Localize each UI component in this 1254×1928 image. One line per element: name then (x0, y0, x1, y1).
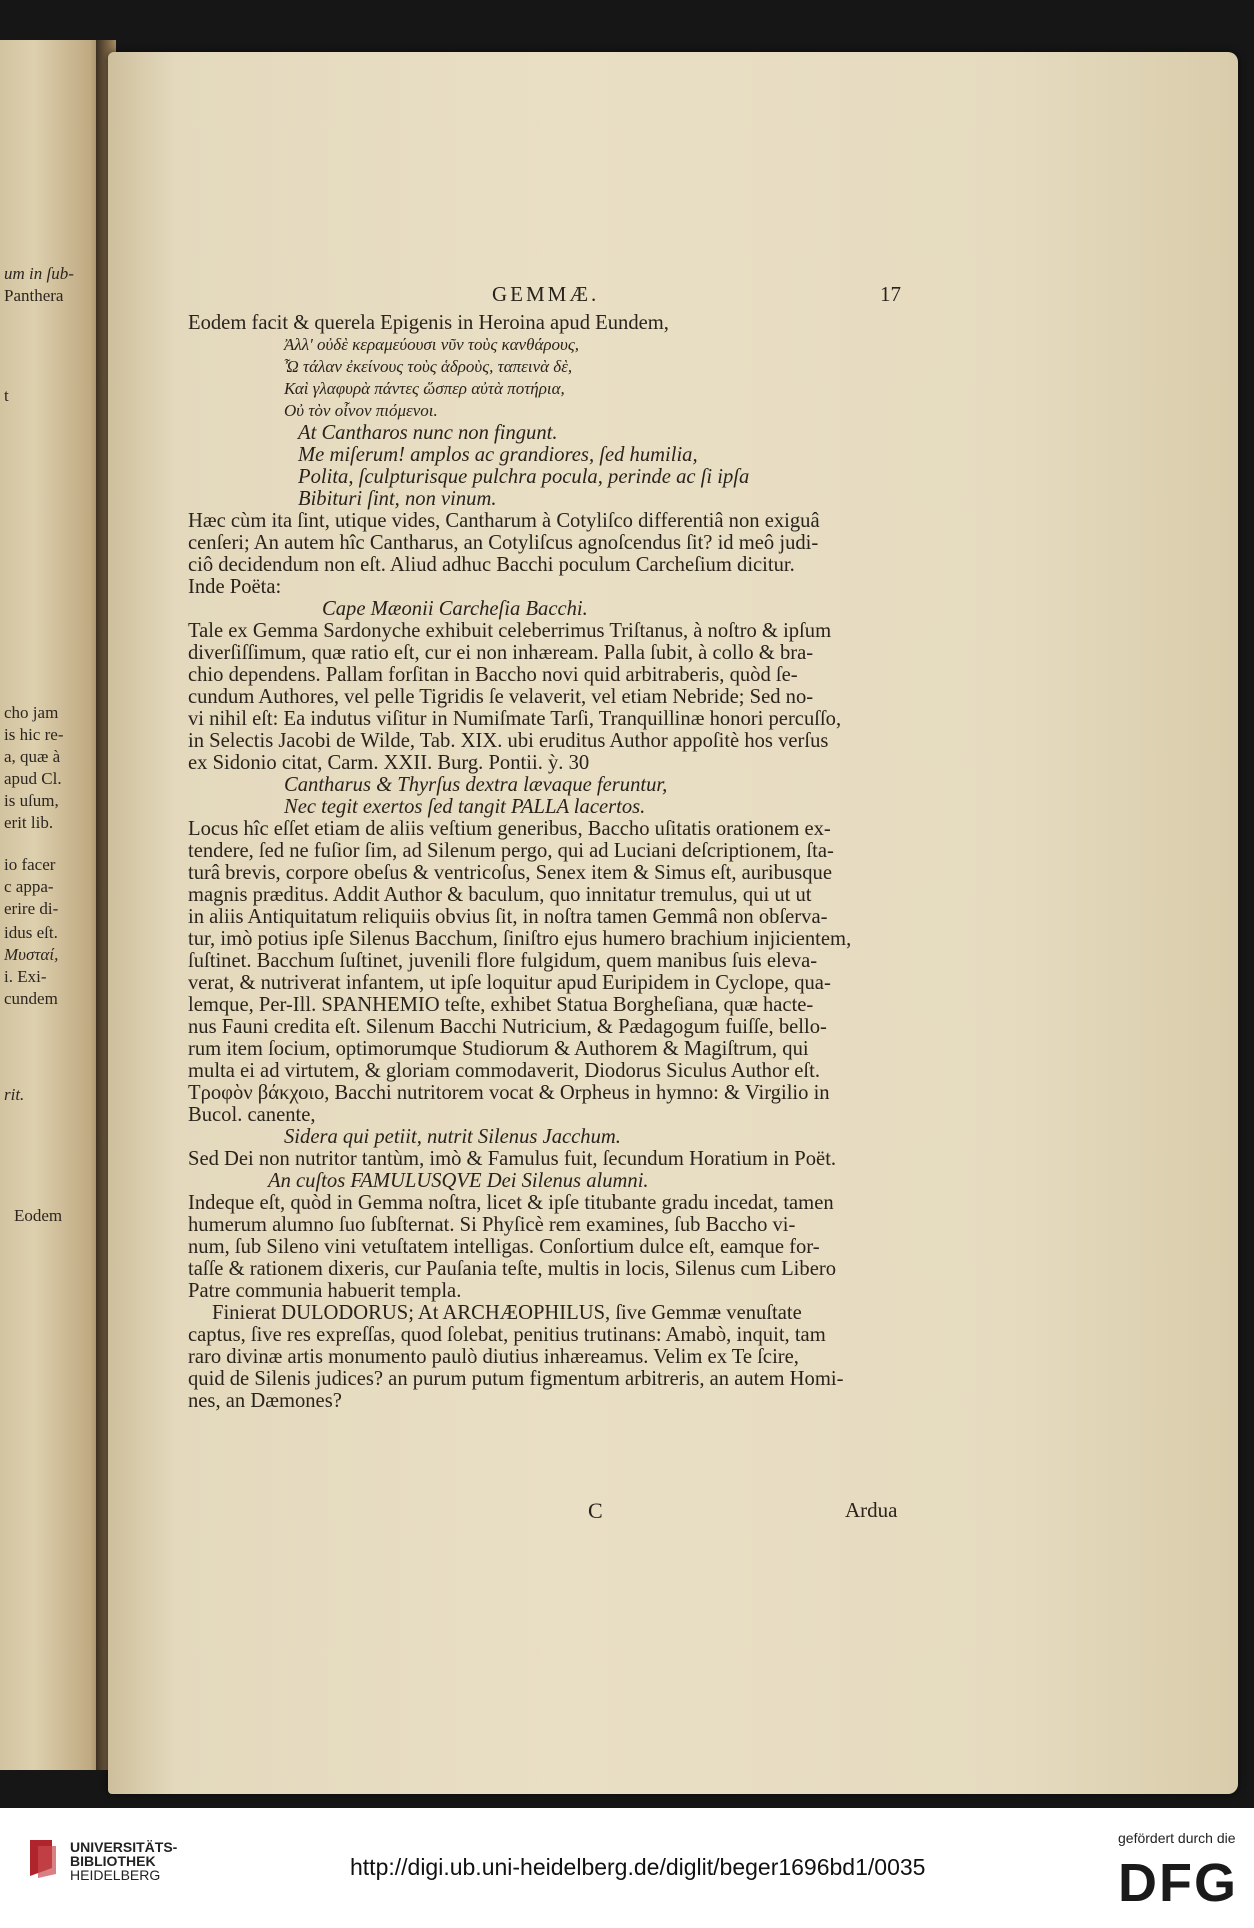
text-line: lemque, Per-Ill. SPANHEMIO teſte, exhibet Statua Borgheſiana, quæ hacte- (188, 994, 814, 1016)
text-line: ciô decidendum non eſt. Aliud adhuc Bacchi poculum Carcheſium dicitur. (188, 554, 795, 576)
margin-line: i. Exi- (4, 967, 47, 986)
running-title: GEMMÆ. (492, 282, 600, 306)
margin-line: io facer (4, 855, 56, 874)
greek-verse-line: Ἀλλ' οὐδὲ κεραμεύουσι νῦν τοὺς κανθάρους, (284, 335, 579, 354)
verse-line: Nec tegit exertos ſed tangit PALLA lacertos. (284, 796, 646, 818)
text-line: raro divinæ artis monumento paulò diutius inhæreamus. Velim ex Te ſcire, (188, 1346, 799, 1368)
text-line: multa ei ad virtutem, & gloriam commodaverit, Diodorus Siculus Author eſt. (188, 1060, 821, 1082)
margin-line: a, quæ à (4, 747, 61, 766)
text-line: Locus hîc eſſet etiam de aliis veſtium generibus, Baccho uſitatis orationem ex- (188, 818, 831, 840)
text-line: captus, ſive res expreſſas, quod ſolebat, penitius trutinans: Amabò, inquit, tam (188, 1324, 826, 1346)
institution-line: HEIDELBERG (70, 1867, 161, 1883)
university-library-logo-icon (28, 1838, 58, 1878)
text-line: Finierat DULODORUS; At ARCHÆOPHILUS, ſive Gemmæ venuſtate (212, 1302, 802, 1324)
text-line: ex Sidonio citat, Carm. XXII. Burg. Pontii. ỳ. 30 (188, 752, 590, 774)
margin-line: cho jam (4, 703, 59, 722)
text-line: taſſe & rationem dixeris, cur Pauſania teſte, multis in locis, Silenus cum Libero (188, 1258, 836, 1280)
verse-line: Cape Mæonii Carcheſia Bacchi. (322, 598, 588, 620)
text-line: turâ brevis, corpore obeſus & ventricoſus, Senex item & Simus eſt, auribusque (188, 862, 832, 884)
text-line: num, ſub Sileno vini vetuſtatem intelligas. Conſortium dulce eſt, eamque for- (188, 1236, 820, 1258)
text-line: verat, & nutriverat infantem, ut ipſe loquitur apud Euripidem in Cyclope, qua- (188, 972, 831, 994)
text-line: Patre communia habuerit templa. (188, 1280, 462, 1302)
margin-line: is hic re- (4, 725, 64, 744)
dfg-logo-icon[interactable]: DFG (1118, 1853, 1238, 1913)
margin-line: erire di- (4, 899, 59, 918)
text-line: in aliis Antiquitatum reliquiis obvius ſit, in noſtra tamen Gemmâ non obſerva- (188, 906, 828, 928)
text-line: ſuſtinet. Bacchum ſuſtinet, juvenili flore fulgidum, quem manibus ſuis eleva- (188, 950, 818, 972)
text-line: chio dependens. Pallam forſitan in Baccho novi quid arbitraberis, quòd ſe- (188, 664, 798, 686)
text-line: Tale ex Gemma Sardonyche exhibuit celeberrimus Triſtanus, à noſtro & ipſum (188, 620, 832, 642)
margin-line: Eodem (14, 1206, 63, 1225)
margin-line: idus eſt. (4, 923, 58, 942)
text-line: Inde Poëta: (188, 576, 282, 598)
text-line: rum item ſocium, optimorumque Studiorum & Authorem & Magiſtrum, qui (188, 1038, 809, 1060)
margin-line: erit lib. (4, 813, 54, 832)
greek-verse-line: Οὐ τὸν οἶνον πιόμενοι. (284, 401, 438, 420)
text-line: nes, an Dæmones? (188, 1390, 342, 1412)
signature-mark: C (588, 1498, 603, 1523)
text-line: Hæc cùm ita ſint, utique vides, Cantharum à Cotyliſco differentiâ non exiguâ (188, 510, 820, 532)
permalink-url[interactable]: http://digi.ub.uni-heidelberg.de/diglit/beger1696bd1/0035 (350, 1854, 926, 1880)
catchword: Ardua (845, 1498, 898, 1522)
text-line: Τροφὸν βάκχοιο, Bacchi nutritorem vocat & Orpheus in hymno: & Virgilio in (188, 1082, 830, 1104)
text-line: cundum Authores, vel pelle Tigridis ſe velaverit, vel etiam Nebride; Sed no- (188, 686, 814, 708)
text-line: quid de Silenis judices? an purum putum figmentum arbitreris, an autem Homi- (188, 1368, 844, 1390)
verse-line: Polita, ſculpturisque pulchra pocula, perinde ac ſi ipſa (298, 466, 750, 488)
verse-line: Sidera qui petiit, nutrit Silenus Jacchum. (284, 1126, 621, 1148)
margin-line: Panthera (4, 286, 64, 305)
funding-label: gefördert durch die (1118, 1830, 1236, 1846)
margin-line: c appa- (4, 877, 54, 896)
text-line: in Selectis Jacobi de Wilde, Tab. XIX. ubi eruditus Author appoſitè hos verſus (188, 730, 829, 752)
page-number: 17 (880, 282, 901, 306)
text-line: diverſiſſimum, quæ ratio eſt, cur ei non inhæream. Palla ſubit, à collo & bra- (188, 642, 814, 664)
verse-line: At Cantharos nunc non fingunt. (298, 422, 558, 444)
margin-line: Μυσταί, (4, 945, 59, 964)
margin-line: is uſum, (4, 791, 59, 810)
margin-line: cundem (4, 989, 58, 1008)
text-line: humerum alumno ſuo ſubſternat. Si Phyſicè rem examines, ſub Baccho vi- (188, 1214, 796, 1236)
institution-line: UNIVERSITÄTS- (70, 1839, 178, 1855)
viewer-footer (0, 1808, 1254, 1928)
text-line: Eodem facit & querela Epigenis in Heroina apud Eundem, (188, 312, 669, 334)
verse-line: Bibituri ſint, non vinum. (298, 488, 497, 510)
greek-verse-line: Ὦ τάλαν ἐκείνους τοὺς ἁδροὺς, ταπεινὰ δὲ, (284, 357, 573, 376)
text-line: vi nihil eſt: Ea indutus viſitur in Numiſmate Tarſi, Tranquillinæ honori percuſſo, (188, 708, 842, 730)
page-text (188, 312, 908, 1412)
text-line: tendere, ſed ne fuſior ſim, ad Silenum pergo, qui ad Luciani deſcriptionem, ſta- (188, 840, 834, 862)
text-line: Indeque eſt, quòd in Gemma noſtra, licet & ipſe titubante gradu incedat, tamen (188, 1192, 834, 1214)
verse-line: Cantharus & Thyrſus dextra lævaque feruntur, (284, 774, 668, 796)
greek-verse-line: Καὶ γλαφυρὰ πάντες ὥσπερ αὐτὰ ποτήρια, (284, 379, 565, 398)
verse-line: Me miſerum! amplos ac grandiores, ſed humilia, (298, 444, 698, 466)
text-line: Bucol. canente, (188, 1104, 316, 1126)
text-line: nus Fauni credita eſt. Silenum Bacchi Nutricium, & Pædagogum fuiſſe, bello- (188, 1016, 827, 1038)
text-line: Sed Dei non nutritor tantùm, imò & Famulus fuit, ſecundum Horatium in Poët. (188, 1148, 837, 1170)
verse-line: An cuſtos FAMULUSQVE Dei Silenus alumni. (268, 1170, 649, 1192)
margin-line: um in ſub- (4, 264, 74, 283)
institution-line: BIBLIOTHEK (70, 1853, 156, 1869)
text-line: magnis præditus. Addit Author & baculum, quo innitatur tremulus, qui ut ut (188, 884, 812, 906)
institution-name[interactable] (70, 1840, 177, 1882)
margin-line: t (4, 386, 9, 405)
margin-line: apud Cl. (4, 769, 62, 788)
text-line: tur, imò potius ipſe Silenus Bacchum, ſiniſtro ejus humero brachium injicientem, (188, 928, 852, 950)
text-line: cenſeri; An autem hîc Cantharus, an Cotyliſcus agnoſcendus ſit? id meô judi- (188, 532, 819, 554)
margin-line: rit. (4, 1085, 25, 1104)
